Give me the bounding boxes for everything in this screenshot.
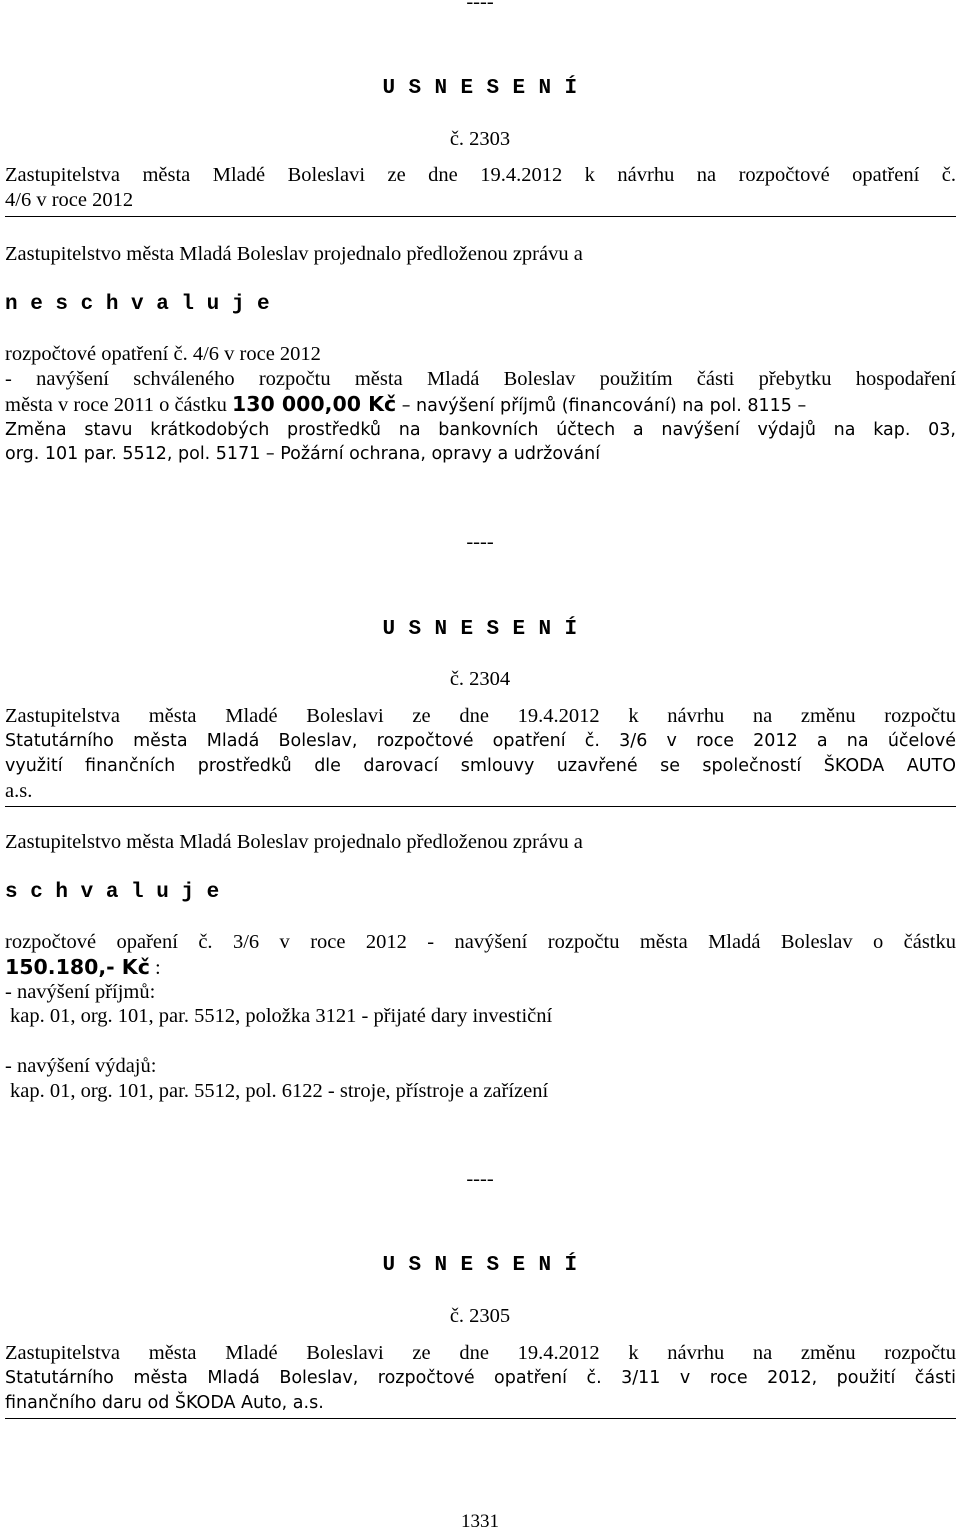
page-number: 1331	[461, 1511, 499, 1532]
body-line: - navýšení příjmů:	[5, 981, 156, 1003]
resolution-heading: U S N E S E N Í	[382, 1254, 578, 1277]
body-line: Změna stavu krátkodobých prostředků na bankovních účtech a navýšení výdajů na kap. 03,	[5, 420, 956, 440]
resolution-number: č. 2304	[449, 668, 511, 690]
resolution-title-line: finančního daru od ŠKODA Auto, a.s.	[5, 1393, 324, 1413]
resolution-title-line: Zastupitelstva města Mladé Boleslavi ze dne 19.4.2012 k návrhu na změnu rozpočtu	[5, 1342, 956, 1364]
body-line: - navýšení schváleného rozpočtu města Mladá Boleslav použitím části přebytku hospodaření	[5, 368, 956, 390]
body-line: kap. 01, org. 101, par. 5512, pol. 6122 - stroje, přístroje a zařízení	[10, 1080, 549, 1102]
body-line: města v roce 2011 o částku 130 000,00 Kč – navýšení příjmů (financování) na pol. 8115 –	[5, 392, 807, 416]
resolution-heading: U S N E S E N Í	[382, 77, 578, 100]
resolution-title-line: Zastupitelstva města Mladé Boleslavi ze dne 19.4.2012 k návrhu na rozpočtové opatření č.	[5, 164, 956, 186]
amount: 150.180,- Kč	[5, 955, 150, 979]
intro-text: Zastupitelstvo města Mladá Boleslav projednalo předloženou zprávu a	[5, 243, 583, 265]
body-line: org. 101 par. 5512, pol. 5171 – Požární ochrana, opravy a udržování	[5, 444, 601, 464]
body-line: 150.180,- Kč :	[5, 955, 161, 979]
resolution-title-line: Zastupitelstva města Mladé Boleslavi ze dne 19.4.2012 k návrhu na změnu rozpočtu	[5, 705, 956, 727]
resolution-title-line: využití finančních prostředků dle darovací smlouvy uzavřené se společností ŠKODA AUTO	[5, 756, 956, 776]
verdict: n e s c h v a l u j e	[5, 293, 270, 316]
title-underline	[5, 806, 956, 807]
body-line: rozpočtové opatření č. 4/6 v roce 2012	[5, 343, 321, 365]
resolution-title-line: a.s.	[5, 780, 33, 802]
verdict: s c h v a l u j e	[5, 881, 220, 904]
resolution-heading: U S N E S E N Í	[382, 618, 578, 641]
separator: ----	[466, 531, 494, 553]
resolution-title-line: Statutárního města Mladá Boleslav, rozpočtové opatření č. 3/11 v roce 2012, použití části	[5, 1368, 956, 1388]
title-underline	[5, 1418, 956, 1419]
body-line: rozpočtové opaření č. 3/6 v roce 2012 - navýšení rozpočtu města Mladá Boleslav o částku	[5, 931, 956, 953]
intro-text: Zastupitelstvo města Mladá Boleslav projednalo předloženou zprávu a	[5, 831, 583, 853]
title-underline	[5, 216, 956, 217]
separator: ----	[466, 0, 494, 13]
body-line: kap. 01, org. 101, par. 5512, položka 3121 - přijaté dary investiční	[10, 1005, 553, 1027]
resolution-number: č. 2303	[449, 128, 511, 150]
resolution-title-line: Statutárního města Mladá Boleslav, rozpočtové opatření č. 3/6 v roce 2012 a na účelové	[5, 731, 956, 751]
resolution-title-line: 4/6 v roce 2012	[5, 189, 134, 211]
resolution-number: č. 2305	[449, 1305, 511, 1327]
body-line: - navýšení výdajů:	[5, 1055, 157, 1077]
separator: ----	[466, 1168, 494, 1190]
amount: 130 000,00 Kč	[231, 392, 397, 416]
